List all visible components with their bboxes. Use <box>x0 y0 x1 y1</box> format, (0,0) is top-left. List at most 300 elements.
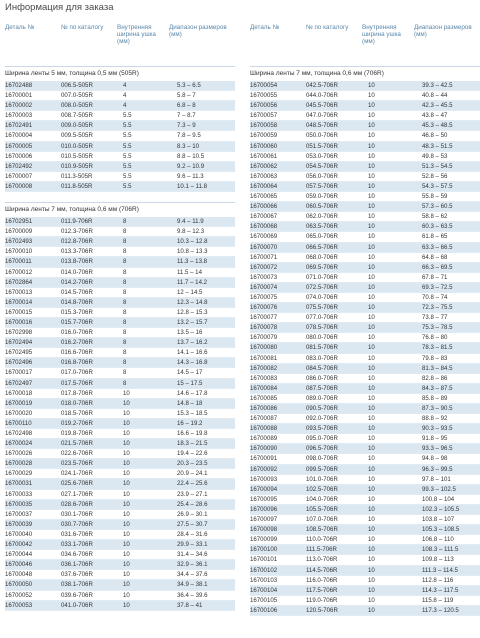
section-title: Ширина ленты 7 мм, толщина 0,6 мм (706R) <box>5 202 235 217</box>
size-range: 19.4 – 22.6 <box>177 450 208 458</box>
table-row <box>250 444 480 454</box>
table-row <box>5 247 235 257</box>
size-range: 49.8 – 53 <box>422 152 448 160</box>
size-range: 69.3 – 72.5 <box>422 283 453 291</box>
table-row <box>5 469 235 479</box>
size-range: 8.3 – 10 <box>177 142 200 150</box>
table-row <box>5 368 235 378</box>
size-range: 75.3 – 78.5 <box>422 324 453 332</box>
part-number: 16700101 <box>250 556 278 564</box>
header-part-number: Деталь № <box>250 24 280 31</box>
inner-width: 10 <box>368 374 375 382</box>
table-row <box>250 152 480 162</box>
inner-width: 10 <box>368 152 375 160</box>
section-rows <box>5 217 235 611</box>
size-range: 9.2 – 10.9 <box>177 162 205 170</box>
table-row <box>5 328 235 338</box>
catalog-number: 041.0-706R <box>61 601 93 609</box>
size-range: 14.8 – 18 <box>177 399 203 407</box>
part-number: 16700058 <box>250 122 278 130</box>
part-number: 16700086 <box>250 405 278 412</box>
inner-width: 8 <box>123 349 127 357</box>
part-number: 16700104 <box>250 586 278 594</box>
table-row <box>250 142 480 152</box>
inner-width: 5.5 <box>123 122 132 130</box>
part-number: 16700037 <box>5 510 33 518</box>
part-number: 16700046 <box>5 561 33 569</box>
part-number: 16700056 <box>250 102 278 110</box>
inner-width: 10 <box>123 520 130 528</box>
catalog-number: 036.1-706R <box>61 561 93 569</box>
catalog-number: 012.3-706R <box>61 228 93 236</box>
catalog-number: 016.2-706R <box>61 339 93 347</box>
part-number: 16700106 <box>250 606 278 614</box>
part-number: 16700026 <box>5 450 33 458</box>
inner-width: 10 <box>123 551 130 559</box>
part-number: 16700093 <box>250 475 278 483</box>
size-range: 22.4 – 25.6 <box>177 480 208 488</box>
table-row <box>250 283 480 293</box>
size-range: 102.3 – 105.5 <box>422 505 460 513</box>
size-range: 79.8 – 83 <box>422 354 448 362</box>
inner-width: 10 <box>368 213 375 221</box>
inner-width: 10 <box>368 475 375 483</box>
size-range: 40.8 – 44 <box>422 92 448 100</box>
right-column <box>250 24 480 616</box>
part-number: 16700090 <box>250 445 278 453</box>
part-number: 16700074 <box>250 283 278 291</box>
size-range: 9.8 – 12.3 <box>177 228 205 236</box>
part-number: 16700102 <box>250 566 278 574</box>
size-range: 16.6 – 19.8 <box>177 430 208 437</box>
inner-width: 10 <box>123 541 130 549</box>
size-range: 34.9 – 38.1 <box>177 581 208 589</box>
table-row <box>5 520 235 530</box>
inner-width: 5.5 <box>123 112 132 120</box>
catalog-number: 117.5-706R <box>306 586 338 594</box>
catalog-number: 016.0-706R <box>61 329 93 337</box>
table-row <box>250 172 480 182</box>
section-rows <box>250 81 480 616</box>
inner-width: 4 <box>123 82 127 89</box>
part-number: 16700080 <box>250 344 278 352</box>
table-row <box>250 566 480 576</box>
part-number: 16700029 <box>5 470 33 478</box>
inner-width: 10 <box>368 122 375 130</box>
size-range: 25.4 – 28.6 <box>177 500 208 508</box>
catalog-number: 066.5-706R <box>306 243 338 251</box>
table-row <box>5 570 235 580</box>
catalog-number: 068.0-706R <box>306 253 338 261</box>
inner-width: 10 <box>368 435 375 443</box>
part-number: 16700003 <box>5 112 33 120</box>
catalog-number: 087.5-706R <box>306 384 338 392</box>
catalog-number: 110.0-706R <box>306 536 338 544</box>
table-header <box>250 24 480 56</box>
catalog-number: 074.0-706R <box>306 293 338 301</box>
table-row <box>5 500 235 510</box>
catalog-number: 104.0-706R <box>306 495 338 503</box>
catalog-number: 006.5-505R <box>61 82 93 89</box>
catalog-number: 086.0-706R <box>306 374 338 382</box>
inner-width: 10 <box>123 530 130 538</box>
size-range: 10.3 – 12.8 <box>177 238 208 246</box>
part-number: 16700007 <box>5 172 33 180</box>
table-row <box>5 591 235 601</box>
catalog-number: 108.5-706R <box>306 526 338 534</box>
catalog-number: 030.7-706R <box>61 520 93 528</box>
part-number: 16700069 <box>250 233 278 241</box>
part-number: 16702493 <box>5 238 33 246</box>
size-range: 85.8 – 89 <box>422 394 448 402</box>
header-size-range: Диапазон размеров (мм) <box>169 24 227 39</box>
table-row <box>250 273 480 283</box>
table-row <box>250 243 480 253</box>
part-number: 16700053 <box>5 601 33 609</box>
inner-width: 10 <box>368 354 375 362</box>
inner-width: 10 <box>368 273 375 281</box>
size-range: 13.5 – 16 <box>177 329 203 337</box>
inner-width: 8 <box>123 298 127 306</box>
table-row <box>5 358 235 368</box>
page-title: Информация для заказа <box>5 2 114 13</box>
catalog-number: 071.0-706R <box>306 273 338 281</box>
table-row <box>5 379 235 389</box>
catalog-number: 062.0-706R <box>306 213 338 221</box>
inner-width: 10 <box>368 304 375 312</box>
size-range: 12.3 – 14.8 <box>177 298 208 306</box>
part-number: 16700081 <box>250 354 278 362</box>
part-number: 16700092 <box>250 465 278 473</box>
table-row <box>250 182 480 192</box>
size-range: 6.8 – 8 <box>177 102 196 110</box>
part-number: 16700019 <box>5 399 33 407</box>
part-number: 16700071 <box>250 253 278 261</box>
catalog-number: 075.5-706R <box>306 304 338 312</box>
size-range: 108.3 – 111.5 <box>422 546 459 554</box>
inner-width: 10 <box>368 82 375 89</box>
catalog-number: 065.0-706R <box>306 233 338 241</box>
inner-width: 10 <box>368 344 375 352</box>
size-range: 84.3 – 87.5 <box>422 384 453 392</box>
part-number: 16700079 <box>250 334 278 342</box>
catalog-number: 015.7-706R <box>61 318 93 326</box>
inner-width: 10 <box>368 536 375 544</box>
catalog-number: 078.5-706R <box>306 324 338 332</box>
table-row <box>5 399 235 409</box>
table-row <box>5 318 235 328</box>
inner-width: 10 <box>123 510 130 518</box>
table-row <box>250 374 480 384</box>
table-row <box>5 490 235 500</box>
table-row <box>5 560 235 570</box>
size-range: 100.8 – 104 <box>422 495 455 503</box>
part-number: 16702951 <box>5 218 33 226</box>
inner-width: 10 <box>368 384 375 392</box>
table-row <box>250 253 480 263</box>
table-row <box>250 162 480 172</box>
size-range: 72.3 – 75.5 <box>422 304 453 312</box>
part-number: 16702492 <box>5 162 33 170</box>
size-range: 16 – 19.2 <box>177 419 203 427</box>
inner-width: 10 <box>368 223 375 231</box>
part-number: 16700004 <box>5 132 33 140</box>
size-range: 78.3 – 81.5 <box>422 344 453 352</box>
size-range: 87.3 – 90.5 <box>422 405 453 412</box>
size-range: 9.6 – 11.3 <box>177 172 204 180</box>
part-number: 16700077 <box>250 314 278 322</box>
inner-width: 10 <box>368 243 375 251</box>
size-range: 43.8 – 47 <box>422 112 448 120</box>
size-range: 36.4 – 39.6 <box>177 591 208 599</box>
size-range: 106.8 – 110 <box>422 536 454 544</box>
part-number: 16700015 <box>5 308 33 316</box>
inner-width: 5.5 <box>123 132 132 140</box>
catalog-number: 059.0-706R <box>306 193 338 201</box>
table-row <box>5 409 235 419</box>
catalog-number: 047.0-706R <box>306 112 338 120</box>
catalog-number: 019.2-706R <box>61 419 93 427</box>
inner-width: 10 <box>123 419 130 427</box>
part-number: 16702498 <box>5 430 33 437</box>
part-number: 16700072 <box>250 263 278 271</box>
size-range: 28.4 – 31.6 <box>177 530 208 538</box>
table-row <box>5 121 235 131</box>
size-range: 13.2 – 15.7 <box>177 318 208 326</box>
inner-width: 5.5 <box>123 172 132 180</box>
part-number: 16702495 <box>5 349 33 357</box>
catalog-number: 050.0-706R <box>306 132 338 140</box>
catalog-number: 107.0-706R <box>306 516 338 524</box>
table-row <box>250 192 480 202</box>
inner-width: 8 <box>123 268 127 276</box>
inner-width: 10 <box>123 561 130 569</box>
catalog-number: 034.6-706R <box>61 551 93 559</box>
size-range: 12.8 – 15.3 <box>177 308 208 316</box>
part-number: 16700100 <box>250 546 278 554</box>
size-range: 82.8 – 86 <box>422 374 448 382</box>
table-row <box>250 606 480 616</box>
catalog-number: 038.1-706R <box>61 581 93 589</box>
inner-width: 10 <box>368 283 375 291</box>
catalog-number: 048.5-706R <box>306 122 338 130</box>
catalog-number: 063.5-706R <box>306 223 338 231</box>
size-range: 94.8 – 98 <box>422 455 448 463</box>
catalog-number: 009.0-505R <box>61 122 93 130</box>
part-number: 16700099 <box>250 536 278 544</box>
catalog-number: 017.5-706R <box>61 379 93 387</box>
part-number: 16700008 <box>5 182 33 190</box>
size-range: 31.4 – 34.6 <box>177 551 208 559</box>
size-range: 111.3 – 114.5 <box>422 566 458 574</box>
catalog-number: 014.0-706R <box>61 268 93 276</box>
inner-width: 10 <box>368 182 375 190</box>
table-row <box>5 111 235 121</box>
table-row <box>250 121 480 131</box>
part-number: 16700031 <box>5 480 33 488</box>
table-row <box>250 495 480 505</box>
part-number: 16702998 <box>5 329 33 337</box>
size-range: 76.8 – 80 <box>422 334 448 342</box>
table-row <box>5 288 235 298</box>
inner-width: 10 <box>368 445 375 453</box>
size-range: 66.3 – 69.5 <box>422 263 453 271</box>
size-range: 5.3 – 6.5 <box>177 82 201 89</box>
catalog-number: 057.5-706R <box>306 182 338 190</box>
size-range: 12 – 14.5 <box>177 288 203 296</box>
inner-width: 8 <box>123 359 127 367</box>
table-row <box>5 550 235 560</box>
inner-width: 8 <box>123 379 127 387</box>
part-number: 16700061 <box>250 152 278 160</box>
part-number: 16700068 <box>250 223 278 231</box>
table-row <box>250 131 480 141</box>
part-number: 16700039 <box>5 520 33 528</box>
inner-width: 5.5 <box>123 142 132 150</box>
inner-width: 10 <box>368 334 375 342</box>
inner-width: 8 <box>123 238 127 246</box>
size-range: 81.3 – 84.5 <box>422 364 453 372</box>
size-range: 54.3 – 57.5 <box>422 182 453 190</box>
catalog-number: 015.3-706R <box>61 308 93 316</box>
catalog-number: 114.5-706R <box>306 566 338 574</box>
table-row <box>5 389 235 399</box>
part-number: 16700010 <box>5 248 33 256</box>
table-row <box>5 439 235 449</box>
part-number: 16700035 <box>5 500 33 508</box>
catalog-number: 053.0-706R <box>306 152 338 160</box>
inner-width: 10 <box>368 142 375 150</box>
table-row <box>250 232 480 242</box>
inner-width: 10 <box>123 571 130 579</box>
table-row <box>250 505 480 515</box>
catalog-number: 092.0-706R <box>306 415 338 423</box>
catalog-number: 044.0-706R <box>306 92 338 100</box>
size-range: 14.6 – 17.8 <box>177 389 208 397</box>
section-rows <box>5 81 235 192</box>
size-range: 5.8 – 7 <box>177 92 196 100</box>
catalog-number: 031.6-706R <box>61 530 93 538</box>
part-number: 16700091 <box>250 455 278 463</box>
part-number: 16700042 <box>5 541 33 549</box>
part-number: 16700059 <box>250 132 278 140</box>
part-number: 16700094 <box>250 485 278 493</box>
table-row <box>250 576 480 586</box>
inner-width: 10 <box>368 253 375 261</box>
inner-width: 10 <box>123 581 130 589</box>
header-catalog-number: № по каталогу <box>61 24 104 31</box>
inner-width: 10 <box>123 480 130 488</box>
size-range: 60.3 – 63.5 <box>422 223 453 231</box>
section-title: Ширина ленты 5 мм, толщина 0,5 мм (505R) <box>5 66 235 81</box>
size-range: 11.5 – 14 <box>177 268 202 276</box>
size-range: 14.3 – 16.8 <box>177 359 208 367</box>
catalog-number: 017.0-706R <box>61 369 93 377</box>
table-row <box>250 545 480 555</box>
size-range: 14.1 – 16.6 <box>177 349 208 357</box>
size-range: 8.8 – 10.5 <box>177 152 205 160</box>
table-row <box>5 162 235 172</box>
inner-width: 10 <box>368 596 375 604</box>
catalog-number: 095.0-706R <box>306 435 338 443</box>
part-number: 16700055 <box>250 92 278 100</box>
header-size-range: Диапазон размеров (мм) <box>414 24 472 39</box>
inner-width: 10 <box>368 485 375 493</box>
size-range: 9.4 – 11.9 <box>177 218 204 226</box>
size-range: 91.8 – 95 <box>422 435 448 443</box>
size-range: 114.3 – 117.5 <box>422 586 459 594</box>
size-range: 55.8 – 59 <box>422 193 448 201</box>
catalog-number: 011.9-706R <box>61 218 93 226</box>
part-number: 16700054 <box>250 82 278 89</box>
inner-width: 8 <box>123 248 127 256</box>
size-range: 45.3 – 48.5 <box>422 122 453 130</box>
table-row <box>5 257 235 267</box>
size-range: 27.5 – 30.7 <box>177 520 208 528</box>
table-row <box>250 404 480 414</box>
inner-width: 10 <box>368 233 375 241</box>
part-number: 16702491 <box>5 122 33 130</box>
size-range: 13.7 – 16.2 <box>177 339 208 347</box>
left-column <box>5 24 235 611</box>
table-row <box>250 414 480 424</box>
inner-width: 10 <box>368 172 375 180</box>
table-row <box>5 142 235 152</box>
size-range: 58.8 – 62 <box>422 213 448 221</box>
inner-width: 10 <box>368 566 375 574</box>
part-number: 16700033 <box>5 490 33 498</box>
size-range: 90.3 – 93.5 <box>422 425 453 433</box>
table-row <box>5 152 235 162</box>
table-row <box>5 429 235 439</box>
part-number: 16700013 <box>5 288 33 296</box>
inner-width: 10 <box>368 415 375 423</box>
catalog-number: 010.0-505R <box>61 142 93 150</box>
part-number: 16700098 <box>250 526 278 534</box>
catalog-number: 011.3-505R <box>61 172 93 180</box>
inner-width: 10 <box>368 92 375 100</box>
inner-width: 10 <box>123 490 130 498</box>
size-range: 61.8 – 65 <box>422 233 448 241</box>
table-row <box>5 580 235 590</box>
catalog-number: 007.0-505R <box>61 92 93 100</box>
part-number: 16700028 <box>5 460 33 468</box>
catalog-number: 120.5-706R <box>306 606 338 614</box>
catalog-number: 033.1-706R <box>61 541 93 549</box>
size-range: 7.3 – 9 <box>177 122 196 130</box>
size-range: 105.3 – 108.5 <box>422 526 460 534</box>
catalog-number: 014.2-706R <box>61 278 93 286</box>
part-number: 16700064 <box>250 182 278 190</box>
part-number: 16700060 <box>250 142 278 150</box>
size-range: 88.8 – 92 <box>422 415 448 423</box>
size-range: 70.8 – 74 <box>422 293 448 301</box>
part-number: 16702497 <box>5 379 33 387</box>
inner-width: 10 <box>368 405 375 412</box>
table-row <box>5 237 235 247</box>
size-range: 42.3 – 45.5 <box>422 102 453 110</box>
inner-width: 10 <box>123 430 130 437</box>
size-range: 7.8 – 9.5 <box>177 132 201 140</box>
part-number: 16700076 <box>250 304 278 312</box>
table-row <box>5 227 235 237</box>
inner-width: 10 <box>368 455 375 463</box>
table-row <box>5 540 235 550</box>
part-number: 16700110 <box>5 419 32 427</box>
part-number: 16700024 <box>5 440 33 448</box>
catalog-number: 009.5-505R <box>61 132 93 140</box>
inner-width: 8 <box>123 329 127 337</box>
